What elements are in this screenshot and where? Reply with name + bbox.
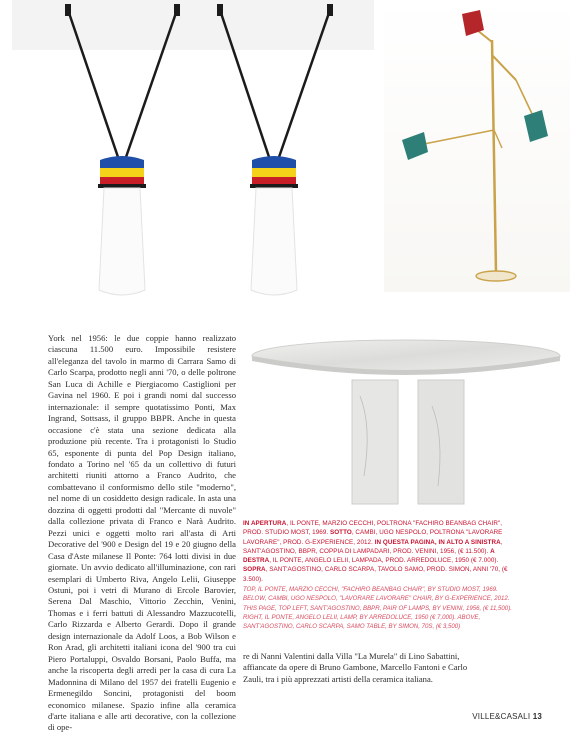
magazine-name: VILLE&CASALI: [472, 712, 533, 721]
photo-floor-lamp: [384, 0, 570, 292]
caption-run: , IL PONTE, ANGELO LELII, LAMPADA, PROD. ARREDOLUCE, 1950 (€ 7.000).: [269, 557, 499, 565]
teal-shade-left: [402, 132, 428, 160]
table-leg-left: [352, 380, 398, 504]
pendant-lamps-illustration: [12, 0, 374, 320]
lamp-base: [476, 271, 516, 281]
photo-marble-table: [242, 336, 570, 512]
caption-run: , IL PONTE, MARZIO CECCHI, POLTRONA "FACHIRO BEANBAG CHAIR", PROD. STUDIO MOST, 1969.: [243, 520, 503, 537]
caption-run: , SANT'AGOSTINO, CARLO SCARPA, TAVOLO SAMO, PROD. SIMON, ANNI '70, (€ 3.500).: [243, 566, 508, 583]
marble-table-illustration: [242, 336, 570, 512]
caption-italian: [243, 519, 520, 584]
body-text-right: re di Nanni Valentini dalla Villa "La Murela" di Lino Sabattini, affiancate da opere di Bruno Gambone, Marcello Fantoni e Carlo Zauli, tra i più apprezzati artisti della ceramica italiana.: [243, 651, 468, 684]
caption-run: SOPRA: [243, 566, 266, 574]
body-text-left: York nel 1956: le due coppie hanno realizzato ciascuna 11.500 euro. Impossibile resistere all'eleganza del tavolo in marmo di Carrara Samo di Carlo Scarpa, prodotto negli anni '70, o delle poltrone San Luca di Achille e Piergiacomo Castiglioni per Gavina nel 1960. E poi i grandi nomi dal successo internazionale: il sempre quotatissimo Ponti, Max Ingrand, Sottsass, il gruppo BBPR. Anche in questa occasione c'è stata una sezione dedicata alla produzione più recente. Tra i protagonisti lo Studio 65, esponente di punta del Pop Design italiano, fondato a Torino nel '65 da un collettivo di futuri architetti riuniti attorno a Franco Audrito, che combattevano il conformismo dello stile "moderno", nel nome di un cosiddetto design radicale. In asta una dozzina di oggetti prodotti dal "Mercante di nuvole" dalla collezione privata di Franco e Narà Audrito. Pezzi unici e oggetti molto rari all'asta di Arti Decorative del '900 e Design del 19 e 20 giugno della Casa d'Aste milanese Il Ponte: 764 lotti divisi in due giornate. Un avvio dedicato all'illuminazione, con rari esemplari di Umberto Riva, Angelo Lelii, Giuseppe Ostuni, poi i vetri di Murano di Ercole Barovier, Serena Dal Maschio, Vittorio Zecchin, Venini, Thomas e i ferri battuti di Alessandro Mazzucotelli, Carlo Rizzarda e Alberto Gerardi. Dopo il grande design internazionale da Adolf Loos, a Bob Wilson e Ron Arad, gli architetti italiani icona del '900 tra cui Piero Portaluppi, Osvaldo Borsani, Paolo Buffa, ma anche la riscoperta degli arredi per la casa di cura La Madonnina di Milano del 1957 dei fratelli Eugenio e Ermenegildo Soncini, protagonisti del boom economico milanese. Spazio infine alla ceramica d'arte italiana e alle arti decorative, con la collezione di ope-: [48, 333, 236, 733]
caption-run: IN QUESTA PAGINA, IN ALTO A SINISTRA: [374, 538, 501, 546]
caption-run: , SANT'AGOSTINO, BBPR, COPPIA DI LAMPADARI, PROD. VENINI, 1956, (€ 11.500).: [243, 538, 503, 555]
photo-captions: [243, 519, 520, 632]
page-number: 13: [532, 712, 542, 721]
teal-shade-right: [524, 110, 548, 142]
photo-pendant-lamps: [12, 0, 374, 320]
caption-run: SOTTO: [329, 529, 352, 537]
caption-run: IN APERTURA: [243, 520, 287, 527]
floor-lamp-illustration: [384, 0, 570, 292]
table-leg-right: [418, 380, 464, 504]
caption-run: , CAMBI, UGO NESPOLO, POLTRONA "LAVORARE LAVORARE", PROD. G-EXPERIENCE, 2012.: [243, 529, 503, 546]
caption-english: TOP, IL PONTE, MARZIO CECCHI, "FACHIRO BEANBAG CHAIR", BY STUDIO MOST, 1969. BELOW, CAMBI, UGO NESPOLO, "LAVORARE LAVORARE" CHAIR, BY G-EXPERIENCE, 2012. THIS PAGE, TOP LEFT, SANT'AGOSTINO, BBPR, PAIR OF LAMPS, BY VENINI, 1956, (€ 11,500). RIGHT, IL PONTE, ANGELO LELII, LAMP, BY ARREDOLUCE, 1950 (€ 7,000). ABOVE, SANT'AGOSTINO, CARLO SCARPA, SAMO TABLE, BY SIMON, 70S, (€ 3,500): [243, 586, 512, 631]
page-folio: [472, 712, 542, 721]
caption-run: A DESTRA: [243, 547, 495, 565]
